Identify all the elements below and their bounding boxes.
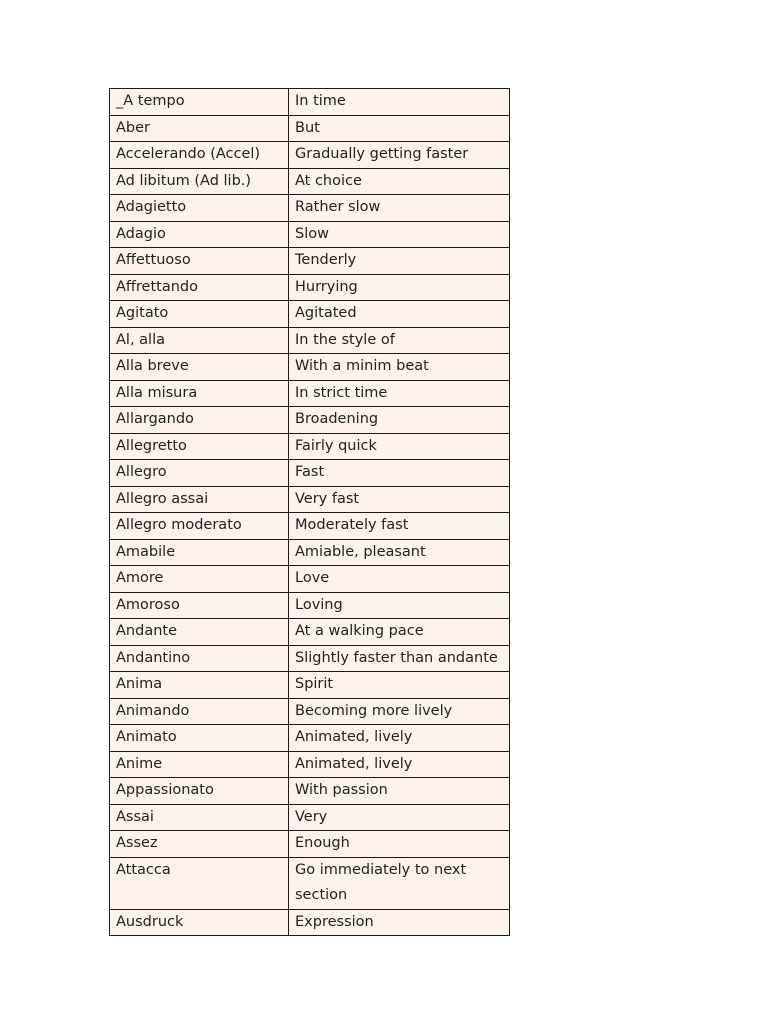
meaning-cell: Agitated (289, 301, 510, 328)
table-row (110, 274, 510, 301)
meaning-cell: In time (289, 89, 510, 116)
meaning-cell: Go immediately to next section (289, 857, 510, 909)
music-terms-table (109, 88, 510, 936)
meaning-cell: Love (289, 566, 510, 593)
term-cell: Animato (110, 725, 289, 752)
table-row (110, 698, 510, 725)
meaning-cell: Animated, lively (289, 725, 510, 752)
meaning-cell: Slow (289, 221, 510, 248)
meaning-cell: Loving (289, 592, 510, 619)
table-row (110, 831, 510, 858)
meaning-cell: At a walking pace (289, 619, 510, 646)
table-row (110, 672, 510, 699)
term-cell: Amore (110, 566, 289, 593)
term-cell: Andante (110, 619, 289, 646)
table-row (110, 168, 510, 195)
meaning-cell: Expression (289, 909, 510, 936)
term-cell: Affettuoso (110, 248, 289, 275)
term-cell: Allargando (110, 407, 289, 434)
term-cell: Allegro moderato (110, 513, 289, 540)
term-cell: Ad libitum (Ad lib.) (110, 168, 289, 195)
term-cell: Assez (110, 831, 289, 858)
table-row (110, 433, 510, 460)
meaning-cell: Enough (289, 831, 510, 858)
table-row (110, 513, 510, 540)
table-row (110, 592, 510, 619)
table-body (110, 89, 510, 936)
meaning-cell: With a minim beat (289, 354, 510, 381)
meaning-cell: Moderately fast (289, 513, 510, 540)
term-cell: Adagio (110, 221, 289, 248)
table-row (110, 195, 510, 222)
table-row (110, 89, 510, 116)
meaning-cell: With passion (289, 778, 510, 805)
meaning-cell: Fairly quick (289, 433, 510, 460)
meaning-cell: Tenderly (289, 248, 510, 275)
term-cell: Affrettando (110, 274, 289, 301)
meaning-cell: In the style of (289, 327, 510, 354)
meaning-cell: Very fast (289, 486, 510, 513)
table-row (110, 566, 510, 593)
term-cell: Anime (110, 751, 289, 778)
term-cell: Adagietto (110, 195, 289, 222)
term-cell: Attacca (110, 857, 289, 909)
term-cell: Agitato (110, 301, 289, 328)
table-row (110, 380, 510, 407)
term-cell: Assai (110, 804, 289, 831)
table-row (110, 778, 510, 805)
table-row (110, 486, 510, 513)
table-row (110, 460, 510, 487)
term-cell: Alla misura (110, 380, 289, 407)
table-row (110, 857, 510, 909)
meaning-cell: Gradually getting faster (289, 142, 510, 169)
meaning-cell: At choice (289, 168, 510, 195)
table-row (110, 221, 510, 248)
table-row (110, 142, 510, 169)
meaning-cell: Rather slow (289, 195, 510, 222)
term-cell: Al, alla (110, 327, 289, 354)
table-row (110, 354, 510, 381)
term-cell: Amabile (110, 539, 289, 566)
meaning-cell: In strict time (289, 380, 510, 407)
term-cell: _A tempo (110, 89, 289, 116)
term-cell: Aber (110, 115, 289, 142)
table-row (110, 909, 510, 936)
table-row (110, 115, 510, 142)
table-row (110, 301, 510, 328)
meaning-cell: Becoming more lively (289, 698, 510, 725)
table-row (110, 539, 510, 566)
term-cell: Amoroso (110, 592, 289, 619)
meaning-cell: Spirit (289, 672, 510, 699)
table-row (110, 248, 510, 275)
term-cell: Anima (110, 672, 289, 699)
meaning-cell: Hurrying (289, 274, 510, 301)
table-row (110, 725, 510, 752)
table-row (110, 645, 510, 672)
term-cell: Ausdruck (110, 909, 289, 936)
meaning-cell: Amiable, pleasant (289, 539, 510, 566)
meaning-cell: Broadening (289, 407, 510, 434)
table-row (110, 327, 510, 354)
term-cell: Animando (110, 698, 289, 725)
meaning-cell: Animated, lively (289, 751, 510, 778)
term-cell: Andantino (110, 645, 289, 672)
term-cell: Allegro assai (110, 486, 289, 513)
term-cell: Accelerando (Accel) (110, 142, 289, 169)
table-row (110, 407, 510, 434)
term-cell: Allegretto (110, 433, 289, 460)
meaning-cell: But (289, 115, 510, 142)
term-cell: Alla breve (110, 354, 289, 381)
meaning-cell: Slightly faster than andante (289, 645, 510, 672)
meaning-cell: Fast (289, 460, 510, 487)
meaning-cell: Very (289, 804, 510, 831)
table-row (110, 804, 510, 831)
table-row (110, 751, 510, 778)
term-cell: Allegro (110, 460, 289, 487)
table-row (110, 619, 510, 646)
term-cell: Appassionato (110, 778, 289, 805)
